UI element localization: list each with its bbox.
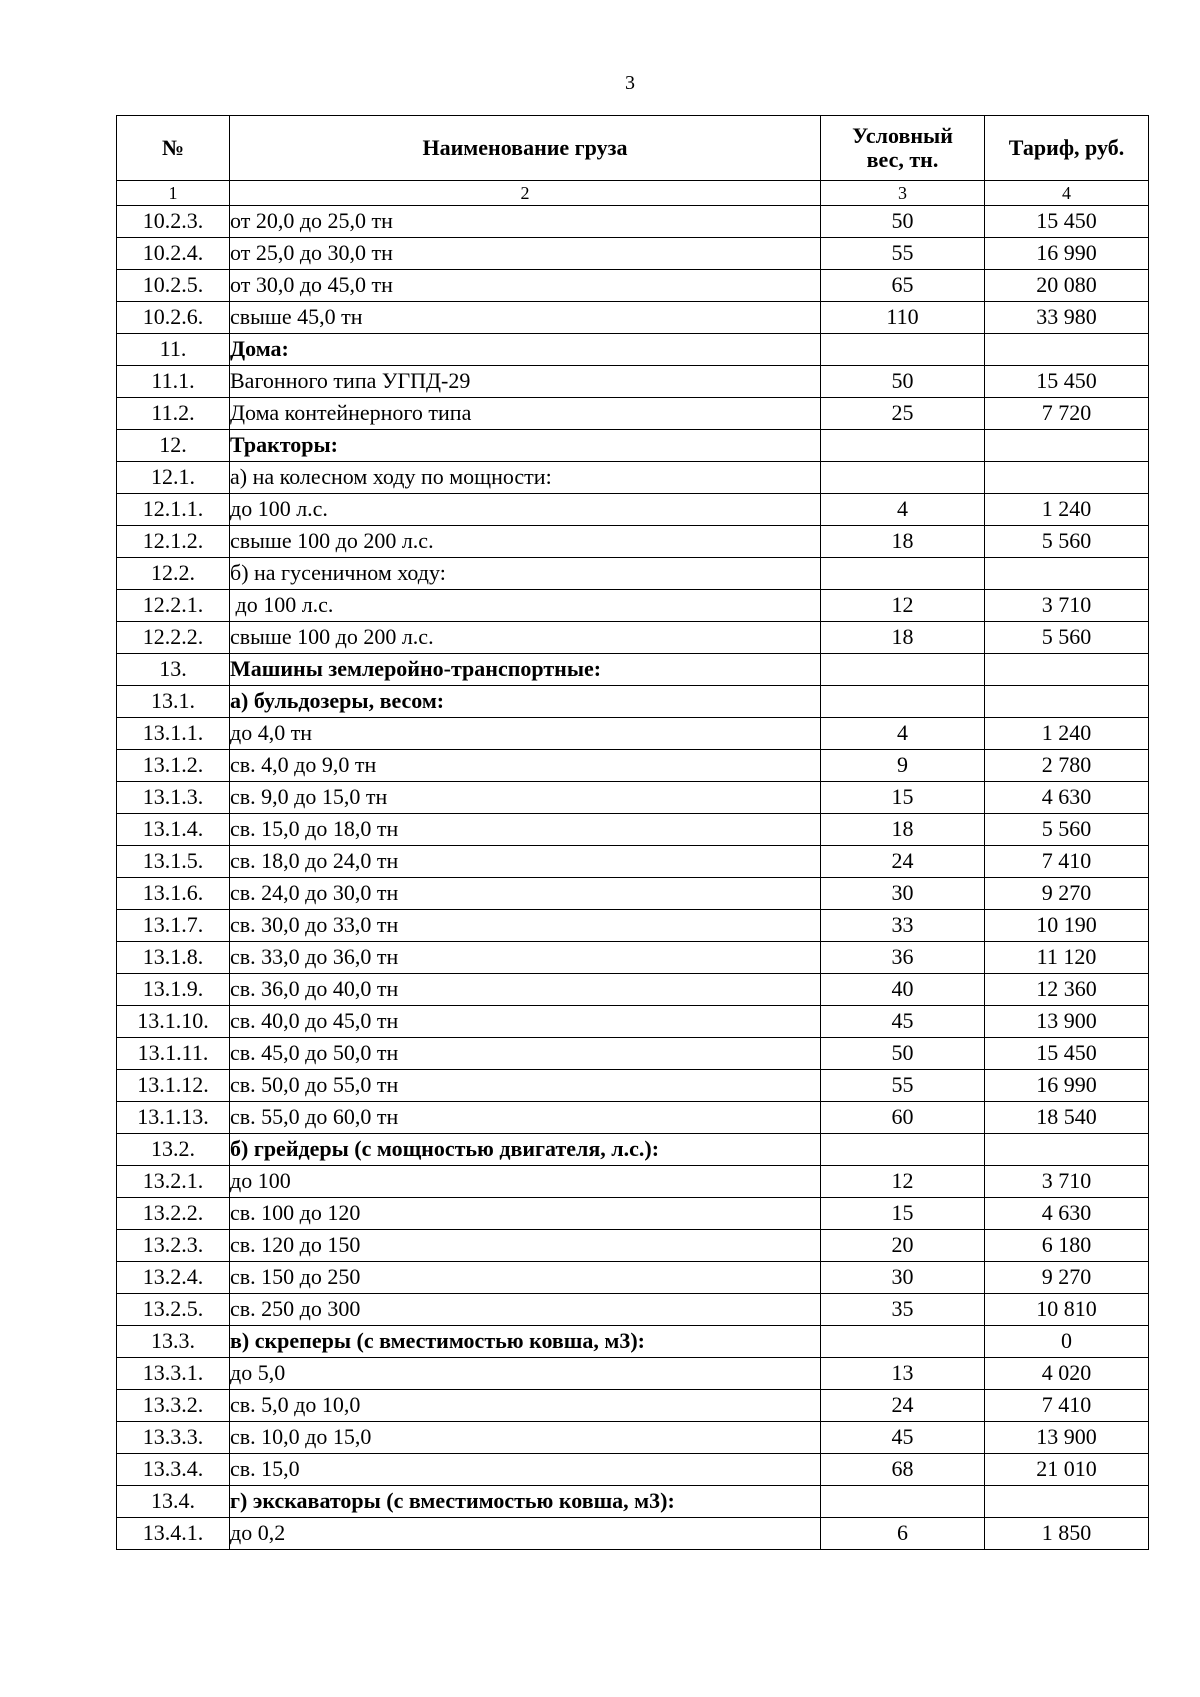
tariff-value: 10 190 (985, 910, 1149, 942)
tariff-value (985, 462, 1149, 494)
cargo-name: св. 120 до 150 (230, 1230, 821, 1262)
row-number: 13.1.13. (117, 1102, 230, 1134)
row-number: 13.1.12. (117, 1070, 230, 1102)
conditional-weight: 36 (821, 942, 985, 974)
conditional-weight: 4 (821, 718, 985, 750)
row-number: 13.2.5. (117, 1294, 230, 1326)
table-body (117, 206, 1149, 1550)
conditional-weight (821, 654, 985, 686)
table-row (117, 526, 1149, 558)
conditional-weight: 30 (821, 878, 985, 910)
row-number: 13.2. (117, 1134, 230, 1166)
tariff-value: 3 710 (985, 590, 1149, 622)
table-row (117, 238, 1149, 270)
tariff-value: 4 630 (985, 1198, 1149, 1230)
table-row (117, 270, 1149, 302)
tariff-value (985, 686, 1149, 718)
tariff-value (985, 334, 1149, 366)
conditional-weight: 18 (821, 814, 985, 846)
tariff-value: 5 560 (985, 526, 1149, 558)
table-row (117, 878, 1149, 910)
cargo-name: св. 50,0 до 55,0 тн (230, 1070, 821, 1102)
conditional-weight: 24 (821, 1390, 985, 1422)
tariff-value: 4 630 (985, 782, 1149, 814)
cargo-name: св. 45,0 до 50,0 тн (230, 1038, 821, 1070)
cargo-name: до 100 (230, 1166, 821, 1198)
tariff-value: 15 450 (985, 1038, 1149, 1070)
table-row (117, 366, 1149, 398)
cargo-name: г) экскаваторы (с вместимостью ковша, м3): (230, 1486, 821, 1518)
row-number: 13.2.4. (117, 1262, 230, 1294)
tariff-value: 9 270 (985, 1262, 1149, 1294)
table-row (117, 1006, 1149, 1038)
header-tariff: Тариф, руб. (985, 116, 1149, 181)
cargo-name: свыше 100 до 200 л.с. (230, 526, 821, 558)
conditional-weight: 20 (821, 1230, 985, 1262)
table-row (117, 814, 1149, 846)
conditional-weight: 15 (821, 1198, 985, 1230)
cargo-name: Дома контейнерного типа (230, 398, 821, 430)
tariff-value: 7 720 (985, 398, 1149, 430)
cargo-name: от 30,0 до 45,0 тн (230, 270, 821, 302)
cargo-name: св. 40,0 до 45,0 тн (230, 1006, 821, 1038)
conditional-weight: 13 (821, 1358, 985, 1390)
tariff-value: 20 080 (985, 270, 1149, 302)
column-number: 2 (230, 181, 821, 206)
row-number: 13.1.1. (117, 718, 230, 750)
table-row (117, 718, 1149, 750)
conditional-weight: 25 (821, 398, 985, 430)
cargo-name: от 20,0 до 25,0 тн (230, 206, 821, 238)
table-row (117, 1390, 1149, 1422)
row-number: 13.1.9. (117, 974, 230, 1006)
table-header-row (117, 116, 1149, 181)
table-row (117, 334, 1149, 366)
row-number: 13.1.6. (117, 878, 230, 910)
cargo-name: до 100 л.с. (230, 494, 821, 526)
table-row (117, 558, 1149, 590)
tariff-value: 1 850 (985, 1518, 1149, 1550)
cargo-name: св. 4,0 до 9,0 тн (230, 750, 821, 782)
row-number: 10.2.4. (117, 238, 230, 270)
table-row (117, 846, 1149, 878)
table-row (117, 1166, 1149, 1198)
conditional-weight: 6 (821, 1518, 985, 1550)
table-row (117, 1262, 1149, 1294)
cargo-name: свыше 100 до 200 л.с. (230, 622, 821, 654)
conditional-weight: 18 (821, 622, 985, 654)
table-row (117, 974, 1149, 1006)
tariff-value: 1 240 (985, 494, 1149, 526)
cargo-name: от 25,0 до 30,0 тн (230, 238, 821, 270)
conditional-weight: 15 (821, 782, 985, 814)
cargo-name: до 100 л.с. (230, 590, 821, 622)
conditional-weight (821, 558, 985, 590)
row-number: 13.4.1. (117, 1518, 230, 1550)
row-number: 13.2.1. (117, 1166, 230, 1198)
tariff-value: 7 410 (985, 1390, 1149, 1422)
tariff-table (116, 115, 1149, 1550)
cargo-name: св. 15,0 до 18,0 тн (230, 814, 821, 846)
column-number: 4 (985, 181, 1149, 206)
row-number: 13.2.3. (117, 1230, 230, 1262)
table-row (117, 1358, 1149, 1390)
conditional-weight: 50 (821, 206, 985, 238)
conditional-weight (821, 334, 985, 366)
table-row (117, 942, 1149, 974)
page-number: 3 (625, 72, 635, 94)
cargo-name: Тракторы: (230, 430, 821, 462)
table-row (117, 590, 1149, 622)
cargo-name: св. 10,0 до 15,0 (230, 1422, 821, 1454)
tariff-value: 16 990 (985, 1070, 1149, 1102)
table-row (117, 686, 1149, 718)
cargo-name: до 4,0 тн (230, 718, 821, 750)
conditional-weight (821, 1486, 985, 1518)
row-number: 12.2.1. (117, 590, 230, 622)
table-row (117, 1070, 1149, 1102)
row-number: 12.1.2. (117, 526, 230, 558)
tariff-value: 6 180 (985, 1230, 1149, 1262)
table-row (117, 910, 1149, 942)
row-number: 12.2. (117, 558, 230, 590)
tariff-value: 11 120 (985, 942, 1149, 974)
row-number: 11.1. (117, 366, 230, 398)
row-number: 13.1.8. (117, 942, 230, 974)
cargo-name: свыше 45,0 тн (230, 302, 821, 334)
cargo-name: св. 100 до 120 (230, 1198, 821, 1230)
cargo-name: св. 18,0 до 24,0 тн (230, 846, 821, 878)
table-row (117, 1134, 1149, 1166)
conditional-weight (821, 1326, 985, 1358)
tariff-value: 33 980 (985, 302, 1149, 334)
conditional-weight: 30 (821, 1262, 985, 1294)
cargo-name: св. 55,0 до 60,0 тн (230, 1102, 821, 1134)
table-row (117, 430, 1149, 462)
row-number: 13.3.3. (117, 1422, 230, 1454)
table-row (117, 1518, 1149, 1550)
conditional-weight: 45 (821, 1006, 985, 1038)
row-number: 13.3.2. (117, 1390, 230, 1422)
row-number: 13.2.2. (117, 1198, 230, 1230)
column-number: 1 (117, 181, 230, 206)
cargo-name: св. 9,0 до 15,0 тн (230, 782, 821, 814)
tariff-value: 12 360 (985, 974, 1149, 1006)
tariff-value (985, 1134, 1149, 1166)
table-row (117, 1454, 1149, 1486)
tariff-value (985, 430, 1149, 462)
cargo-name: св. 150 до 250 (230, 1262, 821, 1294)
row-number: 11.2. (117, 398, 230, 430)
row-number: 13.1.2. (117, 750, 230, 782)
row-number: 10.2.3. (117, 206, 230, 238)
cargo-name: Дома: (230, 334, 821, 366)
cargo-name: а) на колесном ходу по мощности: (230, 462, 821, 494)
table-row (117, 1294, 1149, 1326)
conditional-weight: 40 (821, 974, 985, 1006)
tariff-value: 21 010 (985, 1454, 1149, 1486)
conditional-weight (821, 1134, 985, 1166)
row-number: 13.3.1. (117, 1358, 230, 1390)
tariff-value: 13 900 (985, 1006, 1149, 1038)
conditional-weight (821, 462, 985, 494)
tariff-value: 5 560 (985, 814, 1149, 846)
tariff-value: 16 990 (985, 238, 1149, 270)
table-row (117, 1486, 1149, 1518)
row-number: 11. (117, 334, 230, 366)
conditional-weight: 12 (821, 590, 985, 622)
table-row (117, 622, 1149, 654)
row-number: 13.3. (117, 1326, 230, 1358)
tariff-value (985, 558, 1149, 590)
tariff-value: 5 560 (985, 622, 1149, 654)
column-number: 3 (821, 181, 985, 206)
tariff-value: 18 540 (985, 1102, 1149, 1134)
cargo-name: св. 33,0 до 36,0 тн (230, 942, 821, 974)
row-number: 10.2.6. (117, 302, 230, 334)
row-number: 12.2.2. (117, 622, 230, 654)
row-number: 13.4. (117, 1486, 230, 1518)
row-number: 13.1.5. (117, 846, 230, 878)
table-row (117, 782, 1149, 814)
tariff-value: 1 240 (985, 718, 1149, 750)
row-number: 12.1.1. (117, 494, 230, 526)
cargo-name: св. 250 до 300 (230, 1294, 821, 1326)
table-row (117, 206, 1149, 238)
cargo-name: св. 36,0 до 40,0 тн (230, 974, 821, 1006)
cargo-name: до 5,0 (230, 1358, 821, 1390)
row-number: 13.1.7. (117, 910, 230, 942)
tariff-value: 10 810 (985, 1294, 1149, 1326)
conditional-weight: 4 (821, 494, 985, 526)
tariff-value: 4 020 (985, 1358, 1149, 1390)
cargo-name: св. 15,0 (230, 1454, 821, 1486)
tariff-value (985, 1486, 1149, 1518)
cargo-name: св. 30,0 до 33,0 тн (230, 910, 821, 942)
conditional-weight: 35 (821, 1294, 985, 1326)
row-number: 13.1.4. (117, 814, 230, 846)
conditional-weight (821, 430, 985, 462)
row-number: 13.1.11. (117, 1038, 230, 1070)
conditional-weight (821, 686, 985, 718)
tariff-value: 7 410 (985, 846, 1149, 878)
conditional-weight: 68 (821, 1454, 985, 1486)
conditional-weight: 55 (821, 1070, 985, 1102)
row-number: 12.1. (117, 462, 230, 494)
conditional-weight: 18 (821, 526, 985, 558)
cargo-name: св. 5,0 до 10,0 (230, 1390, 821, 1422)
conditional-weight: 110 (821, 302, 985, 334)
tariff-value (985, 654, 1149, 686)
tariff-value: 15 450 (985, 206, 1149, 238)
header-num: № (117, 116, 230, 181)
row-number: 13. (117, 654, 230, 686)
tariff-value: 13 900 (985, 1422, 1149, 1454)
tariff-value: 0 (985, 1326, 1149, 1358)
cargo-name: в) скреперы (с вместимостью ковша, м3): (230, 1326, 821, 1358)
conditional-weight: 12 (821, 1166, 985, 1198)
cargo-name: св. 24,0 до 30,0 тн (230, 878, 821, 910)
table-row (117, 462, 1149, 494)
cargo-name: до 0,2 (230, 1518, 821, 1550)
header-weight: Условный вес, тн. (821, 116, 985, 181)
conditional-weight: 60 (821, 1102, 985, 1134)
row-number: 13.1. (117, 686, 230, 718)
conditional-weight: 24 (821, 846, 985, 878)
cargo-name: б) на гусеничном ходу: (230, 558, 821, 590)
table-row (117, 302, 1149, 334)
cargo-name: Вагонного типа УГПД-29 (230, 366, 821, 398)
tariff-value: 9 270 (985, 878, 1149, 910)
table-row (117, 750, 1149, 782)
column-number-row (117, 181, 1149, 206)
table-row (117, 1102, 1149, 1134)
cargo-name: Машины землеройно-транспортные: (230, 654, 821, 686)
conditional-weight: 50 (821, 1038, 985, 1070)
conditional-weight: 55 (821, 238, 985, 270)
conditional-weight: 45 (821, 1422, 985, 1454)
conditional-weight: 9 (821, 750, 985, 782)
table-row (117, 654, 1149, 686)
table-row (117, 398, 1149, 430)
cargo-name: а) бульдозеры, весом: (230, 686, 821, 718)
row-number: 13.3.4. (117, 1454, 230, 1486)
header-name: Наименование груза (230, 116, 821, 181)
table-row (117, 494, 1149, 526)
cargo-name: б) грейдеры (с мощностью двигателя, л.с.): (230, 1134, 821, 1166)
tariff-value: 15 450 (985, 366, 1149, 398)
row-number: 12. (117, 430, 230, 462)
table-row (117, 1230, 1149, 1262)
conditional-weight: 33 (821, 910, 985, 942)
row-number: 13.1.10. (117, 1006, 230, 1038)
table-row (117, 1422, 1149, 1454)
table-row (117, 1198, 1149, 1230)
conditional-weight: 65 (821, 270, 985, 302)
conditional-weight: 50 (821, 366, 985, 398)
row-number: 13.1.3. (117, 782, 230, 814)
row-number: 10.2.5. (117, 270, 230, 302)
table-row (117, 1038, 1149, 1070)
tariff-value: 2 780 (985, 750, 1149, 782)
table-row (117, 1326, 1149, 1358)
tariff-value: 3 710 (985, 1166, 1149, 1198)
